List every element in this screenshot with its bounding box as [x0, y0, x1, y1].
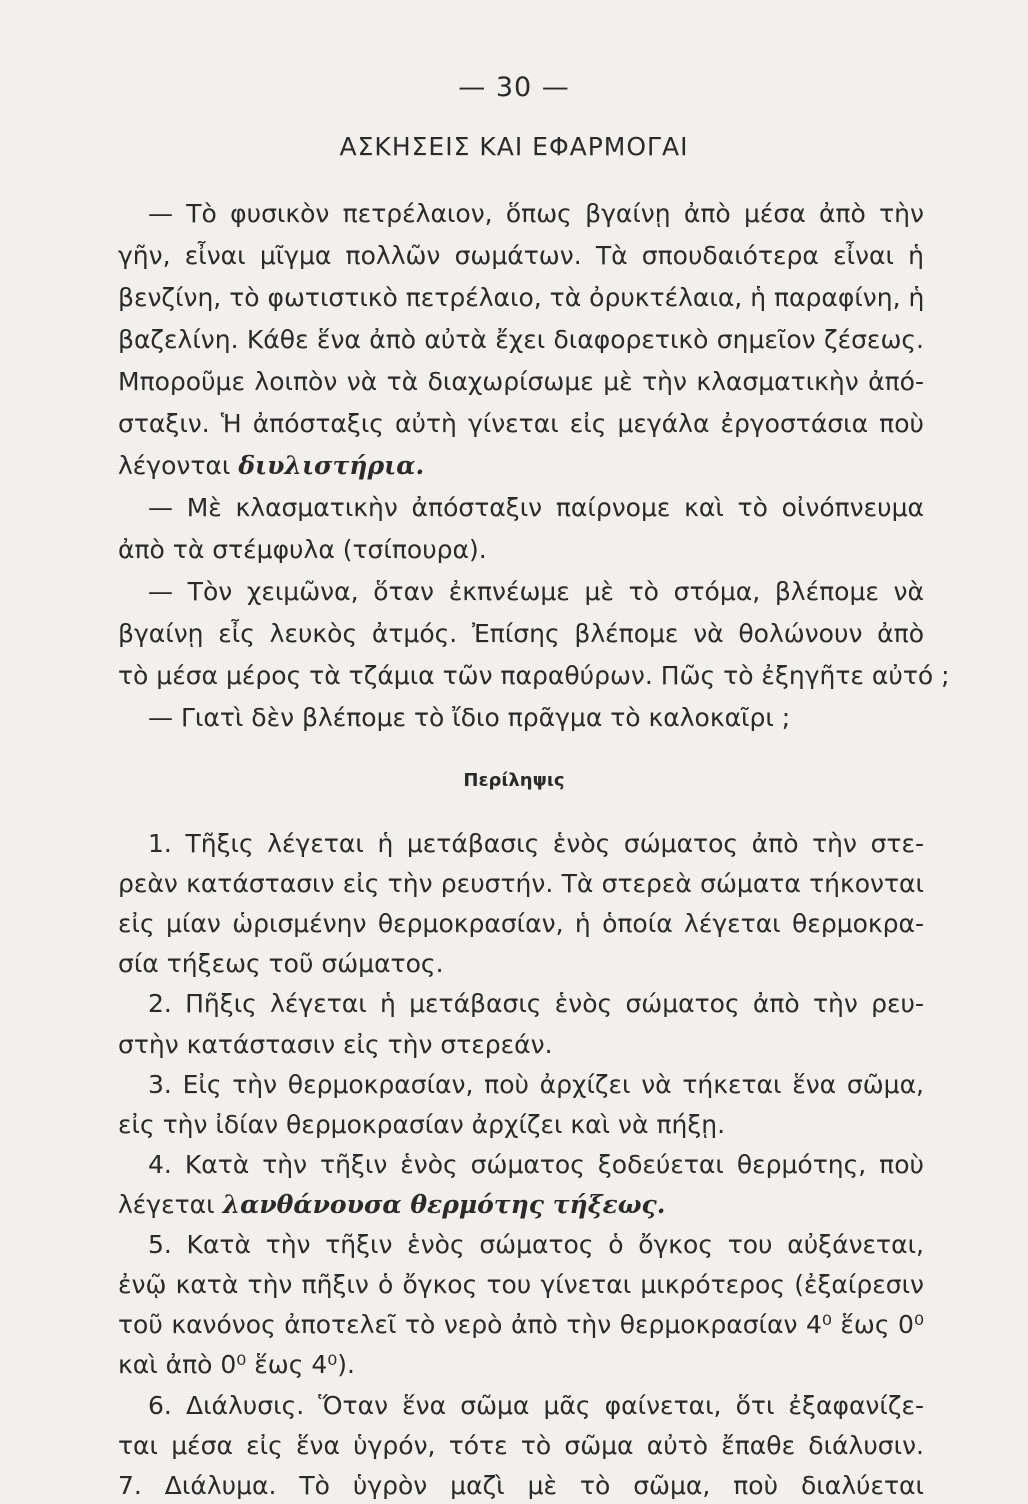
summary-line: ται μέσα εἰς ἕνα ὑγρόν, τότε τὸ σῶμα αὐτὸ ἔπαθε διάλυσιν. [118, 1431, 924, 1460]
summary-line: 7. Διάλυμα. Τὸ ὑγρὸν μαζὶ μὲ τὸ σῶμα, ποὺ διαλύεται [118, 1471, 924, 1500]
text-line: βγαίνῃ εἶς λευκὸς ἀτμός. Ἐπίσης βλέπομε νὰ θολώνουν ἀπὸ [118, 619, 924, 648]
text-line [118, 448, 924, 484]
summary-line: 5. Κατὰ τὴν τῆξιν ἑνὸς σώματος ὁ ὄγκος του αὐξάνεται, [148, 1230, 924, 1259]
text-line: σταξιν. Ἡ ἀπόσταξις αὐτὴ γίνεται εἰς μεγάλα ἐργοστάσια ποὺ [118, 409, 924, 438]
text-line: ἀπὸ τὰ στέμφυλα (τσίπουρα). [118, 535, 487, 564]
summary-line: 2. Πῆξις λέγεται ἡ μετάβασις ἑνὸς σώματος ἀπὸ τὴν ρευ- [148, 989, 924, 1018]
summary-line: 6. Διάλυσις. Ὅταν ἕνα σῶμα μᾶς φαίνεται, ὅτι ἐξαφανίζε- [148, 1391, 924, 1420]
text-fragment: λέγεται [118, 1190, 223, 1219]
text-line: τὸ μέσα μέρος τὰ τζάμια τῶν παραθύρων. Πῶς τὸ ἐξηγῆτε αὐτό ; [118, 661, 950, 690]
summary-line: ρεὰν κατάστασιν εἰς τὴν ρευστήν. Τὰ στερεὰ σώματα τήκονται [118, 869, 924, 898]
summary-line: 4. Κατὰ τὴν τῆξιν ἑνὸς σώματος ξοδεύεται θερμότης, ποὺ [148, 1150, 924, 1179]
text-line: γῆν, εἶναι μῖγμα πολλῶν σωμάτων. Τὰ σπουδαιότερα εἶναι ἡ [118, 241, 924, 270]
text-fragment: λέγονται [118, 451, 239, 480]
section-heading: ΑΣΚΗΣΕΙΣ ΚΑΙ ΕΦΑΡΜΟΓΑΙ [339, 132, 689, 161]
summary-line: στὴν κατάστασιν εἰς τὴν στερεάν. [118, 1030, 553, 1059]
text-line: βενζίνη, τὸ φωτιστικὸ πετρέλαιο, τὰ ὀρυκτέλαια, ἡ παραφίνη, ἡ [118, 283, 925, 312]
text-line: — Τὸ φυσικὸν πετρέλαιον, ὅπως βγαίνῃ ἀπὸ μέσα ἀπὸ τὴν [148, 199, 924, 228]
summary-line: 1. Τῆξις λέγεται ἡ μετάβασις ἑνὸς σώματος ἀπὸ τὴν στε- [148, 829, 924, 858]
summary-line: ἐνῷ κατὰ τὴν πῆξιν ὁ ὄγκος του γίνεται μικρότερος (ἐξαίρεσιν [118, 1270, 924, 1299]
summary-line: εἰς τὴν ἰδίαν θερμοκρασίαν ἀρχίζει καὶ νὰ πήξῃ. [118, 1110, 726, 1139]
page-number: — 30 — [458, 72, 570, 103]
summary-line: 3. Εἰς τὴν θερμοκρασίαν, ποὺ ἀρχίζει νὰ τήκεται ἕνα σῶμα, [148, 1070, 924, 1099]
summary-line: τοῦ κανόνος ἀποτελεῖ τὸ νερὸ ἀπὸ τὴν θερμοκρασίαν 4⁰ ἕως 0⁰ [118, 1310, 924, 1339]
summary-line: καὶ ἀπὸ 0⁰ ἕως 4⁰). [118, 1350, 355, 1379]
summary-line: σία τήξεως τοῦ σώματος. [118, 949, 444, 978]
emphasis-term: διυλιστήρια. [238, 451, 425, 480]
emphasis-term: λανθάνουσα θερμότης τήξεως. [222, 1190, 666, 1219]
text-line: Μποροῦμε λοιπὸν νὰ τὰ διαχωρίσωμε μὲ τὴν κλασματικὴν ἀπό- [118, 367, 924, 396]
text-line: — Μὲ κλασματικὴν ἀπόσταξιν παίρνομε καὶ τὸ οἰνόπνευμα [148, 493, 924, 522]
text-line: βαζελίνη. Κάθε ἕνα ἀπὸ αὐτὰ ἔχει διαφορετικὸ σημεῖον ζέσεως. [118, 325, 924, 354]
text-line: — Τὸν χειμῶνα, ὅταν ἐκπνέωμε μὲ τὸ στόμα, βλέπομε νὰ [148, 577, 924, 606]
summary-line: εἰς μίαν ὡρισμένην θερμοκρασίαν, ἡ ὁποία λέγεται θερμοκρα- [118, 909, 924, 938]
summary-line [118, 1187, 924, 1223]
summary-heading: Περίληψις [463, 770, 565, 791]
text-line: — Γιατὶ δὲν βλέπομε τὸ ἴδιο πρᾶγμα τὸ καλοκαῖρι ; [148, 703, 791, 732]
